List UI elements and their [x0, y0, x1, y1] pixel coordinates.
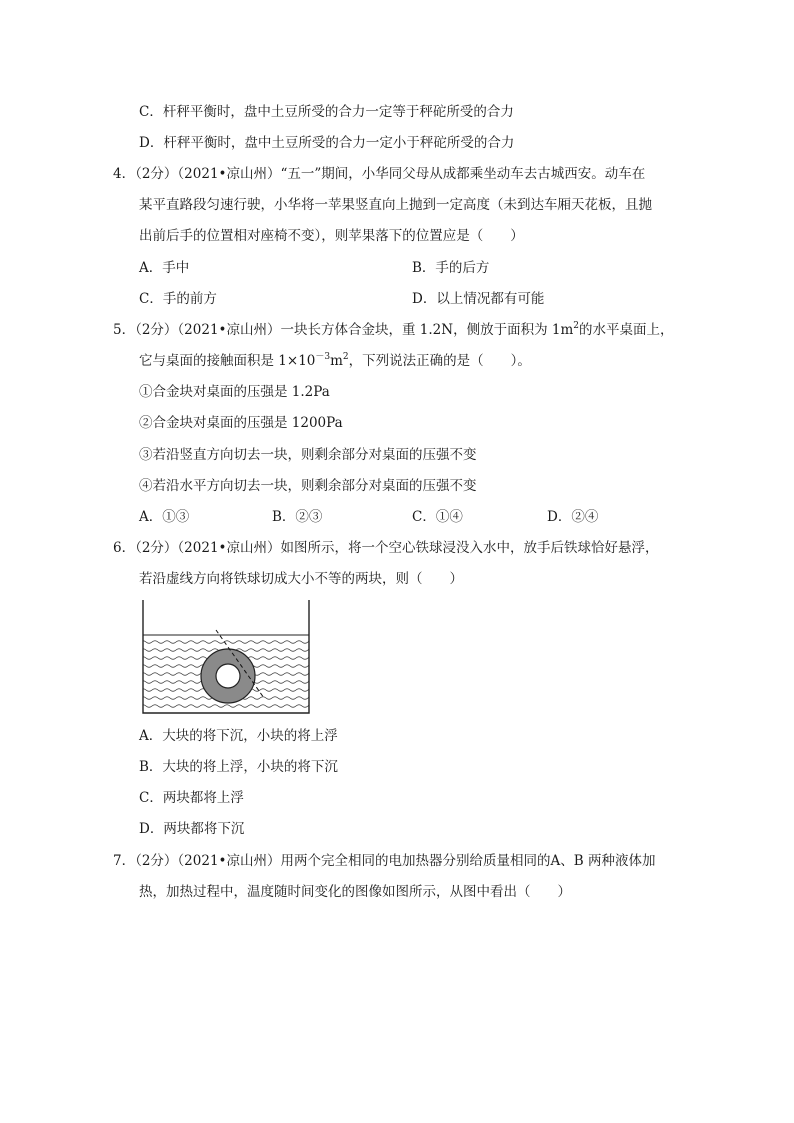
q4-option-a: A．手中 — [139, 260, 190, 276]
q5-statement-1: ①合金块对桌面的压强是 1.2Pa — [139, 384, 330, 400]
q4-stem-line1: 4．（2分）（2021•凉山州）“五一”期间，小华同父母从成都乘坐动车去古城西安。动车在 — [113, 166, 646, 182]
q4-option-d: D．以上情况都有可能 — [412, 291, 545, 307]
q3-option-c: C．杆秤平衡时，盘中土豆所受的合力一定等于秤砣所受的合力 — [139, 104, 514, 120]
q6-option-b: B．大块的将上浮，小块的将下沉 — [139, 759, 338, 775]
q6-option-d: D．两块都将下沉 — [139, 821, 245, 837]
q5-stem-line1: 5．（2分）（2021•凉山州）一块长方体合金块，重 1.2N，侧放于面积为 $1m^2$的水平桌面上， — [113, 321, 674, 338]
q5-stem-line2: 它与桌面的接触面积是 $1\times 10^{-3}m^2$，下列说法正确的是（ ）。 — [139, 352, 531, 369]
q7-stem-line1: 7．（2分）（2021•凉山州）用两个完全相同的电加热器分别给质量相同的A、B 两种液体加 — [113, 853, 656, 869]
q5-option-a: A．①③ — [139, 509, 190, 525]
q4-option-b: B．手的后方 — [412, 260, 490, 276]
q6-option-c: C．两块都将上浮 — [139, 790, 244, 806]
q6-stem-line2: 若沿虚线方向将铁球切成大小不等的两块，则（ ） — [139, 571, 463, 587]
tank-ball-figure — [140, 600, 312, 716]
q7-stem-line2: 热，加热过程中，温度随时间变化的图像如图所示，从图中看出（ ） — [139, 884, 571, 900]
q6-option-a: A．大块的将下沉，小块的将上浮 — [139, 728, 338, 744]
q6-stem-line1: 6．（2分）（2021•凉山州）如图所示，将一个空心铁球浸没入水中，放手后铁球恰好悬浮， — [113, 540, 659, 556]
q4-stem-line2: 某平直路段匀速行驶，小华将一苹果竖直向上抛到一定高度（未到达车厢天花板，且抛 — [139, 197, 652, 213]
q4-stem-line3: 出前后手的位置相对座椅不变），则苹果落下的位置应是（ ） — [139, 228, 524, 244]
q5-statement-3: ③若沿竖直方向切去一块，则剩余部分对桌面的压强不变 — [139, 447, 477, 463]
q5-option-c: C．①④ — [412, 509, 463, 525]
q5-option-b: B．②③ — [272, 509, 323, 525]
q5-statement-2: ②合金块对桌面的压强是 1200Pa — [139, 415, 343, 431]
q5-statement-4: ④若沿水平方向切去一块，则剩余部分对桌面的压强不变 — [139, 478, 477, 494]
ball-cavity — [216, 664, 240, 688]
q3-option-d: D．杆秤平衡时，盘中土豆所受的合力一定小于秤砣所受的合力 — [139, 135, 515, 151]
q5-option-d: D．②④ — [547, 509, 599, 525]
q4-option-c: C．手的前方 — [139, 291, 217, 307]
